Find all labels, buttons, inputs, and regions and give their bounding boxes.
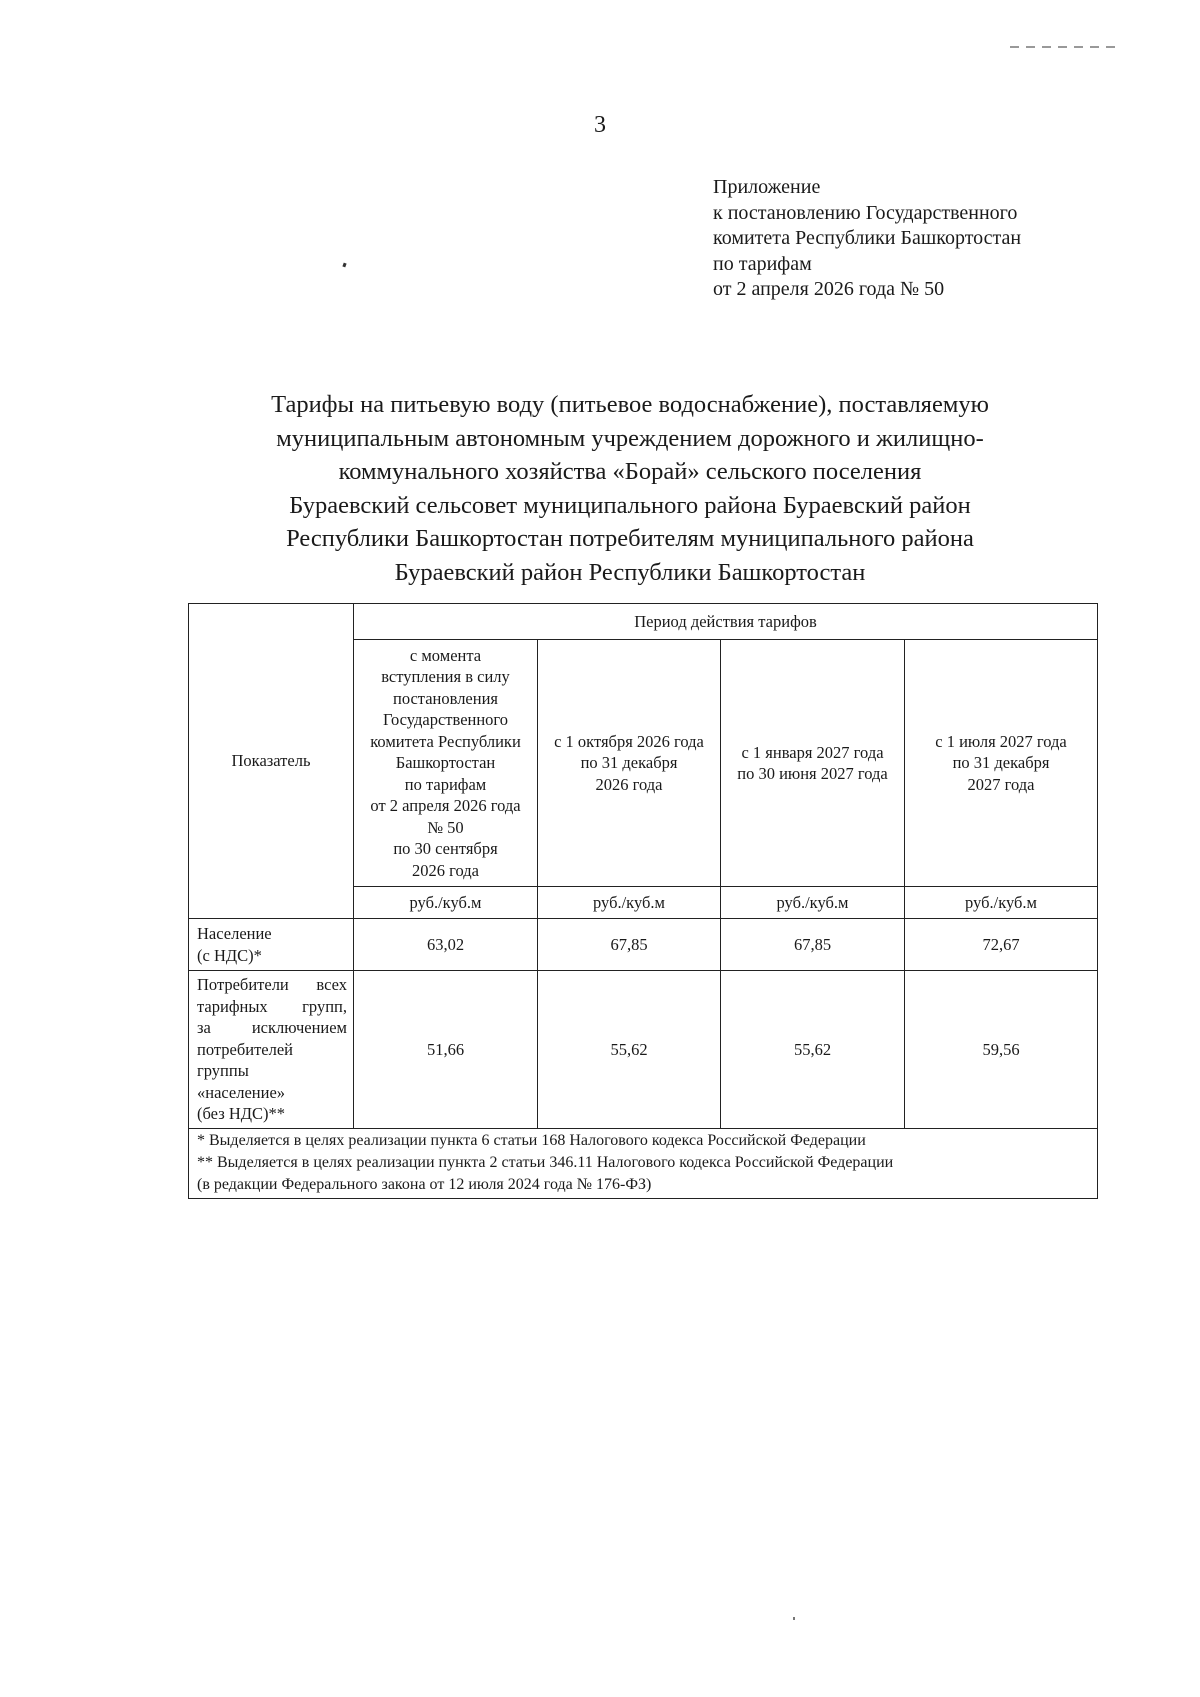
period-text: по тарифам — [404, 774, 487, 794]
row-label: (с НДС)* — [197, 945, 262, 965]
row-label: тарифных групп, — [197, 996, 347, 1016]
scan-speck — [342, 263, 346, 268]
tariff-value: 72,67 — [905, 919, 1098, 971]
page-number: 3 — [594, 112, 606, 138]
tariff-value: 51,66 — [354, 971, 538, 1129]
title-line: коммунального хозяйства «Борай» сельского поселения — [338, 458, 922, 485]
row-label: Население — [197, 924, 272, 943]
unit-cell: руб./куб.м — [905, 887, 1098, 919]
row-label: потребителей — [197, 1039, 293, 1059]
scan-artifact-dashes — [1010, 46, 1115, 48]
scan-speck — [793, 1617, 795, 1620]
title-line: Республики Башкортостан потребителям муниципального района — [286, 525, 974, 552]
appendix-line: Приложение — [713, 176, 821, 198]
table-row — [189, 919, 1098, 971]
appendix-line: комитета Республики Башкортостан — [713, 227, 1022, 249]
row-label-cell — [189, 919, 354, 971]
period-text: по 30 сентября — [393, 839, 498, 859]
period-text: Башкортостан — [395, 753, 496, 773]
period-text: с 1 июля 2027 года — [935, 731, 1067, 751]
title-line: Тарифы на питьевую воду (питьевое водоснабжение), поставляемую — [271, 391, 989, 418]
footnote: (в редакции Федерального закона от 12 июля 2024 года № 176-ФЗ) — [197, 1176, 652, 1193]
period-text: с момента — [409, 645, 482, 665]
period-text: 2027 года — [967, 774, 1035, 794]
appendix-line: от 2 апреля 2026 года № 50 — [713, 278, 945, 300]
appendix-line: к постановлению Государственного — [713, 201, 1018, 224]
notes-cell — [189, 1129, 1098, 1199]
period-text: по 31 декабря — [580, 753, 678, 773]
title-line: Бураевский сельсовет муниципального района Бураевский район — [289, 491, 971, 519]
period-text: Государственного — [382, 710, 509, 730]
period-cell — [538, 640, 721, 887]
tariff-value: 67,85 — [538, 919, 721, 971]
row-label: «население» — [197, 1082, 286, 1102]
period-text: с 1 января 2027 года — [741, 742, 884, 762]
period-cell — [354, 640, 538, 887]
document-title — [200, 388, 1060, 589]
notes-row — [189, 1129, 1098, 1199]
period-text: 2026 года — [595, 774, 663, 794]
period-text: от 2 апреля 2026 года — [370, 796, 521, 816]
unit-cell: руб./куб.м — [721, 887, 905, 919]
tariff-value: 67,85 — [721, 919, 905, 971]
indicator-header: Показатель — [231, 751, 311, 771]
row-label: Потребители всех — [197, 975, 347, 995]
table-row — [189, 971, 1098, 1129]
period-text: с 1 октября 2026 года — [554, 731, 704, 751]
unit-cell: руб./куб.м — [354, 887, 538, 919]
period-text: комитета Республики — [370, 731, 521, 751]
period-cell — [721, 640, 905, 887]
period-header: Период действия тарифов — [634, 611, 817, 631]
row-label: за исключением — [197, 1018, 347, 1038]
period-header-cell — [354, 604, 1098, 640]
period-text: постановления — [392, 688, 498, 708]
footnote: ** Выделяется в целях реализации пункта 2 статьи 346.11 Налогового кодекса Российской Федерации — [197, 1154, 894, 1171]
period-text: по 30 июня 2027 года — [737, 764, 888, 783]
tariff-value: 55,62 — [538, 971, 721, 1129]
table-header-row — [189, 604, 1098, 640]
row-label: (без НДС)** — [197, 1104, 286, 1124]
period-text: 2026 года — [412, 860, 479, 880]
tariff-value: 55,62 — [721, 971, 905, 1129]
row-label: группы — [197, 1061, 249, 1081]
row-label-cell — [189, 971, 354, 1129]
period-text: по 31 декабря — [952, 753, 1050, 773]
unit-cell: руб./куб.м — [538, 887, 721, 919]
appendix-line: по тарифам — [713, 252, 812, 275]
title-line: муниципальным автономным учреждением дорожного и жилищно- — [276, 424, 984, 452]
appendix-block — [713, 175, 1021, 303]
indicator-header-cell — [189, 604, 354, 919]
period-cell — [905, 640, 1098, 887]
period-text: № 50 — [427, 817, 464, 837]
tariff-value: 59,56 — [905, 971, 1098, 1129]
title-line: Бураевский район Республики Башкортостан — [394, 558, 866, 586]
footnote: * Выделяется в целях реализации пункта 6 статьи 168 Налогового кодекса Российской Федерации — [197, 1132, 866, 1149]
period-text: вступления в силу — [381, 667, 510, 687]
tariff-value: 63,02 — [354, 919, 538, 971]
tariff-table — [188, 603, 1098, 1199]
